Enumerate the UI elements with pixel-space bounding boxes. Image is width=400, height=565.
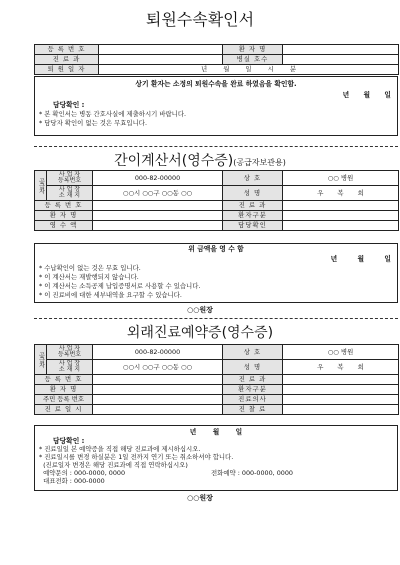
table-row: [35, 201, 399, 211]
doctor-field[interactable]: [283, 395, 399, 405]
visit-date-label: 진 료 일 시: [35, 405, 93, 415]
note-line: * 이 진료비에 대한 세부내역을 요구할 수 있습니다.: [39, 291, 182, 299]
table-row: [35, 405, 399, 415]
confirm-box: [34, 76, 398, 136]
receipt-title: 간이계산서(영수증): [114, 153, 234, 169]
note-line: * 진료일시를 변경 하실분은 1일 전까지 연기 또는 취소하셔야 합니다.: [39, 453, 234, 461]
biz-no-label: 사 업 자 등록번호: [47, 345, 93, 360]
dept-label: 진 료 과: [223, 375, 283, 385]
resident-no-label: 주민 등록 번호: [35, 395, 93, 405]
appointment-footer: ○○원장: [187, 494, 213, 502]
confirm-text: 상기 환자는 소정의 퇴원수속을 완료 하였음을 확인함.: [135, 80, 297, 88]
receipt-title-wrap: [0, 150, 400, 170]
patient-type-field[interactable]: [283, 385, 399, 395]
appointment-note-box: [34, 425, 398, 491]
patient-name-field[interactable]: [93, 385, 223, 395]
table-row: [35, 65, 399, 75]
patient-type-label: 환자구분: [223, 385, 283, 395]
table-row: [35, 55, 399, 65]
received-text: 위 금액을 영 수 함: [188, 245, 244, 253]
confirm-signer: 담당확인 :: [53, 101, 85, 109]
table-row: [35, 45, 399, 55]
table-row: [35, 186, 399, 201]
cut-line: [34, 146, 398, 147]
biz-no-value: 000-82-00000: [93, 171, 223, 186]
table-row: [35, 211, 399, 221]
amount-field[interactable]: [93, 221, 223, 231]
appointment-signer: 담당확인 :: [53, 437, 85, 445]
doctor-label: 진료의사: [223, 395, 283, 405]
reg-no-label: 등 록 번 호: [35, 375, 93, 385]
confirm-date: 년 월 일: [342, 91, 391, 99]
appointment-table: [34, 344, 399, 415]
discharge-title: 퇴원수속확인서: [145, 10, 255, 29]
table-row: [35, 345, 399, 360]
room-label: 병실 호수: [223, 55, 283, 65]
manager-label: 담당확인: [223, 221, 283, 231]
reg-no-label: 등 록 번 호: [35, 45, 99, 55]
table-row: [35, 360, 399, 375]
patient-name-field[interactable]: [283, 45, 399, 55]
note-line: * 진료일일 본 예약증을 직접 해당 진료과에 제시하십시오.: [39, 445, 201, 453]
fee-label: 진 찰 료: [223, 405, 283, 415]
note-line: (진료일자 변경은 해당 진료과에 직접 연락하십시오): [39, 461, 188, 469]
fee-field[interactable]: [283, 405, 399, 415]
receipt-subtitle: (공급자보관용): [233, 158, 286, 167]
phone-reservation: 전화예약 : 000-0000, 0000: [211, 469, 294, 477]
note-line: * 수납확인이 없는 것은 무효 입니다.: [39, 264, 141, 272]
room-field[interactable]: [283, 55, 399, 65]
address-label: 사 업 장 소 재 지: [47, 360, 93, 375]
discharge-date-label: 퇴 원 일 자: [35, 65, 99, 75]
patient-type-label: 환자구분: [223, 211, 283, 221]
dept-label: 진 료 과: [35, 55, 99, 65]
table-row: [35, 395, 399, 405]
manager-field[interactable]: [283, 221, 399, 231]
rep-name-value: 우 복 희: [283, 360, 399, 375]
note-line: * 이 계산서는 소득공제 납입증명서로 사용할 수 있습니다.: [39, 282, 201, 290]
patient-name-label: 환 자 명: [223, 45, 283, 55]
dept-field[interactable]: [99, 55, 223, 65]
table-row: [35, 385, 399, 395]
rep-name-value: 우 복 희: [283, 186, 399, 201]
biz-no-label: 사 업 자 등록번호: [47, 171, 93, 186]
note-line: * 본 확인서는 병동 간호사실에 제출하시기 바랍니다.: [39, 110, 187, 118]
note-line: 예약문의 : 000-0000, 0000: [39, 469, 126, 477]
biz-no-value: 000-82-00000: [93, 345, 223, 360]
appointment-date: 년 월 일: [189, 428, 243, 436]
patient-name-field[interactable]: [93, 211, 223, 221]
patient-name-label: 환 자 명: [35, 211, 93, 221]
discharge-date-field[interactable]: 년 월 일 시 분: [99, 65, 399, 75]
reg-no-field[interactable]: [93, 375, 223, 385]
receipt-footer: ○○원장: [187, 306, 213, 314]
appointment-title: 외래진료예약증(영수증): [126, 325, 274, 341]
receipt-table: [34, 170, 399, 231]
address-value: ○○시 ○○구 ○○동 ○○: [93, 186, 223, 201]
reg-no-label: 등 록 번 호: [35, 201, 93, 211]
cut-line: [34, 318, 398, 319]
patient-type-field[interactable]: [283, 211, 399, 221]
dept-field[interactable]: [283, 375, 399, 385]
company-name-label: 상 호: [223, 171, 283, 186]
visit-date-field[interactable]: [93, 405, 223, 415]
table-row: [35, 221, 399, 231]
company-name-value: ○○ 병원: [283, 345, 399, 360]
discharge-table: [34, 44, 399, 75]
note-line: * 이 계산서는 재발행되지 않습니다.: [39, 273, 139, 281]
reg-no-field[interactable]: [93, 201, 223, 211]
table-row: [35, 375, 399, 385]
patient-name-label: 환 자 명: [35, 385, 93, 395]
resident-no-field[interactable]: [93, 395, 223, 405]
reg-no-field[interactable]: [99, 45, 223, 55]
note-line: * 담당자 확인이 없는 것은 무효입니다.: [39, 119, 147, 127]
receipt-note-box: [34, 243, 398, 303]
address-label: 사 업 장 소 재 지: [47, 186, 93, 201]
address-value: ○○시 ○○구 ○○동 ○○: [93, 360, 223, 375]
receipt-date: 년 월 일: [330, 255, 391, 263]
amount-label: 영 수 액: [35, 221, 93, 231]
supplier-label: 공급자: [35, 171, 47, 201]
rep-name-label: 성 명: [223, 186, 283, 201]
rep-name-label: 성 명: [223, 360, 283, 375]
table-row: [35, 171, 399, 186]
company-name-value: ○○ 병원: [283, 171, 399, 186]
supplier-label: 공급자: [35, 345, 47, 375]
dept-label: 진 료 과: [223, 201, 283, 211]
dept-field[interactable]: [283, 201, 399, 211]
note-line: 대표전화 : 000-0000: [39, 477, 105, 485]
company-name-label: 상 호: [223, 345, 283, 360]
